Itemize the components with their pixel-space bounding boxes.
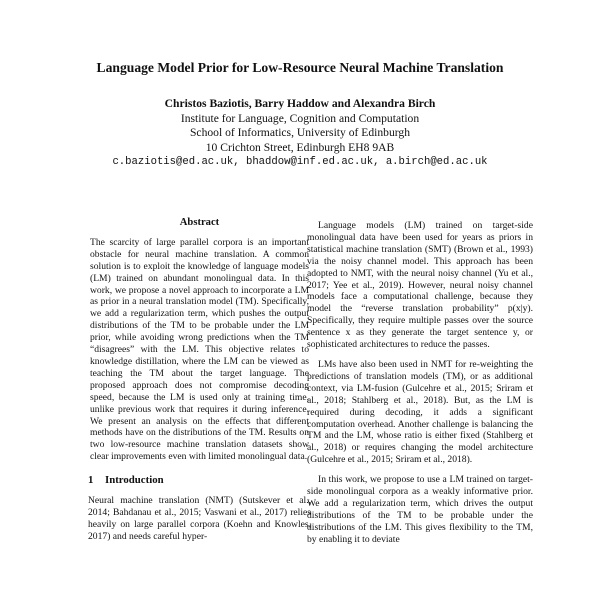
author-school: School of Informatics, University of Edinburgh <box>189 126 411 139</box>
abstract-text: The scarcity of large parallel corpora is an important obstacle for neural machine translation. A common solution is to exploit the knowledge of language models (LM) trained on abundant monolingual data. In this work, we propose a novel approach to incorporate a LM as prior in a neural translation model (TM). Specifically, we add a regularization term, which pushes the output distributions of the TM to be probable under the LM prior, while avoiding wrong predictions when the TM “disagrees” with the LM. This objective relates to knowledge distillation, where the LM can be viewed as teaching the TM about the target language. The proposed approach does not compromise decoding speed, because the LM is used only at training time, unlike previous work that requires it during inference. We present an analysis on the effects that different methods have on the distributions of the TM. Results on two low-resource machine translation datasets show clear improvements even with limited monolingual data. <box>90 236 309 463</box>
introduction-heading <box>88 475 311 487</box>
section-number: 1 <box>88 474 94 487</box>
introduction-text: Neural machine translation (NMT) (Sutskever et al., 2014; Bahdanau et al., 2015; Vaswani et al., 2017) relies heavily on large parallel corpora (Koehn and Knowles, 2017) and needs careful hyper- <box>88 495 311 542</box>
author-names: Christos Baziotis, Barry Haddow and Alexandra Birch <box>164 97 436 110</box>
abstract-heading: Abstract <box>179 217 220 228</box>
paper-title: Language Model Prior for Low-Resource Neural Machine Translation <box>96 60 504 75</box>
author-address: 10 Crichton Street, Edinburgh EH8 9AB <box>205 140 395 154</box>
section-title: Introduction <box>105 474 164 487</box>
author-block <box>0 97 600 170</box>
right-paragraph-3: In this work, we propose to use a LM trained on target-side monolingual corpora as a weakly informative prior. We add a regularization term, which drives the output distributions of the TM to be probable under the distributions of the LM. This gives flexibility to the TM, by enabling it to deviate <box>307 474 533 545</box>
right-column <box>307 220 533 554</box>
left-column <box>88 217 311 543</box>
author-institute: Institute for Language, Cognition and Computation <box>180 111 420 125</box>
right-paragraph-1: Language models (LM) trained on target-side monolingual data have been used for years as priors in statistical machine translation (SMT) (Brown et al., 1993) via the noisy channel model. This approach has been adopted to NMT, with the neural noisy channel (Yu et al., 2017; Yee et al., 2019). However, neural noisy channel models face a computational challenge, because they model the “reverse translation probability” p(x|y). Specifically, they require multiple passes over the source sentence x as they generate the target sentence y, or sophisticated architectures to reduce the passes. <box>307 220 533 351</box>
author-emails: c.baziotis@ed.ac.uk, bhaddow@inf.ed.ac.uk, a.birch@ed.ac.uk <box>112 156 488 168</box>
right-paragraph-2: LMs have also been used in NMT for re-weighting the predictions of translation models (TM), or as additional context, via LM-fusion (Gulcehre et al., 2015; Sriram et al., 2018; Stahlberg et al., 2018). But, as the LM is required during decoding, it adds a significant computation overhead. Another challenge is balancing the TM and the LM, whose ratio is either fixed (Stahlberg et al., 2018) or requires changing the model architecture (Gulcehre et al., 2015; Sriram et al., 2018). <box>307 358 533 466</box>
